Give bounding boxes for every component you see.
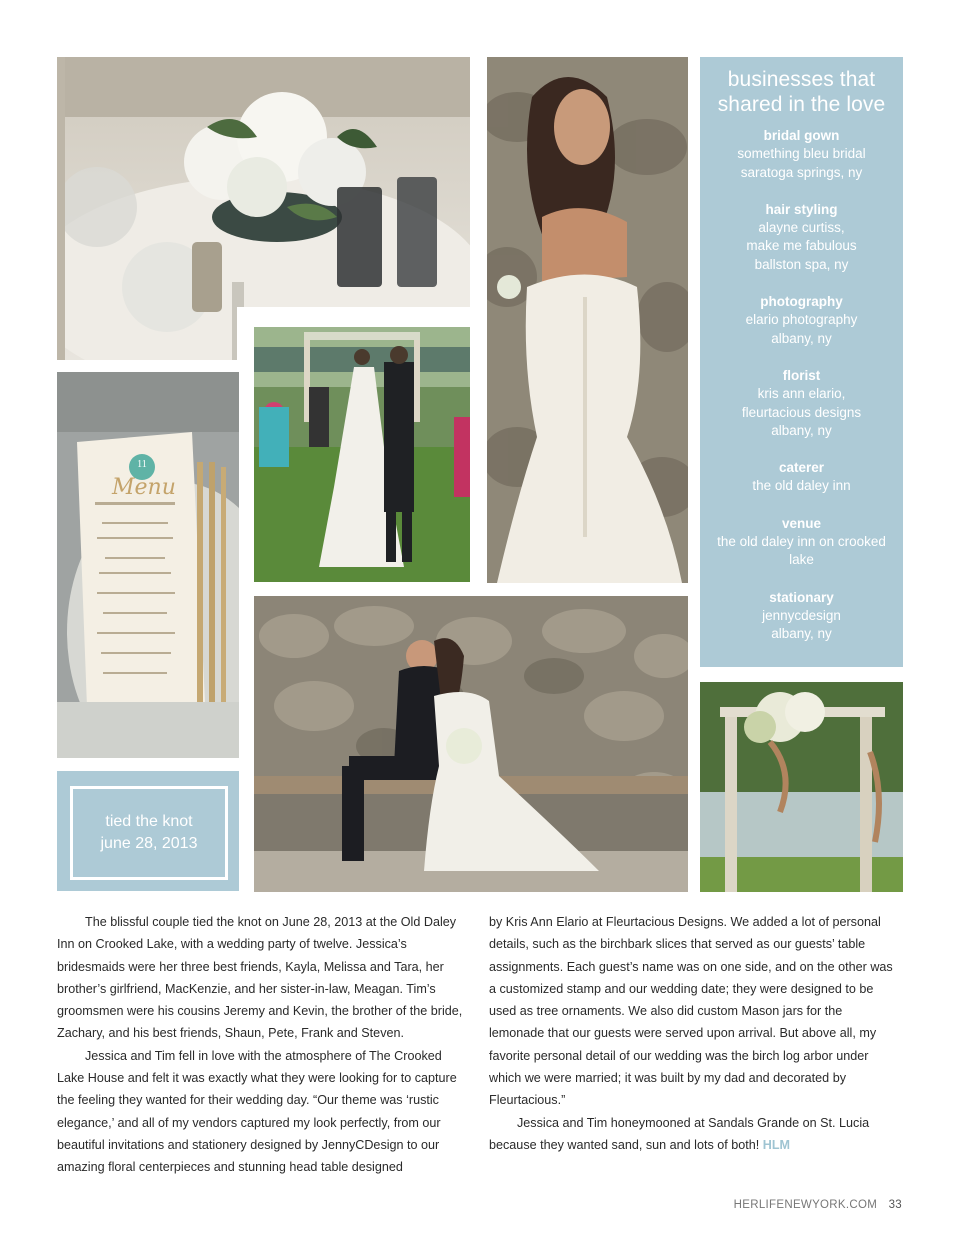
vendors-panel (700, 57, 903, 667)
vendor-category: venue (781, 515, 822, 531)
wedding-date-box (57, 771, 239, 891)
vendor-category: hair styling (765, 201, 838, 217)
vendor-line: alayne curtiss, (758, 220, 845, 236)
vendor-line: saratoga springs, ny (740, 164, 863, 180)
footer-site: HERLIFENEWYORK.COM (733, 1199, 878, 1211)
menu-card-title: Menu (112, 475, 176, 500)
vendor-line: albany, ny (771, 330, 832, 346)
vendor-line: ballston spa, ny (754, 256, 849, 272)
vendor-category: stationary (769, 589, 834, 605)
vendor-group-caterer (700, 459, 903, 496)
vendors-title-line-1: businesses that (727, 68, 876, 91)
article-paragraph-text: Jessica and Tim honeymooned at Sandals Grande on St. Lucia because they wanted sand, sun and lots of both! (489, 1115, 870, 1152)
centerpiece-photo (57, 57, 470, 360)
vendor-group-venue (700, 515, 903, 570)
article-column-left (57, 911, 469, 1179)
end-mark: HLM (762, 1137, 791, 1152)
wedding-date-heading: tied the knot (105, 813, 193, 830)
vendor-category: bridal gown (763, 128, 840, 143)
vendor-line: lake (789, 552, 814, 568)
vendor-group-photography (700, 293, 903, 348)
vendor-category: florist (782, 367, 821, 383)
vendor-line: albany, ny (771, 422, 832, 438)
vendor-line: jennycdesign (762, 607, 841, 623)
wedding-date-frame (70, 786, 228, 880)
vendor-category: caterer (778, 460, 825, 476)
menu-card-photo (57, 372, 239, 758)
vendor-line: fleurtacious designs (741, 404, 862, 420)
vendor-line: kris ann elario, (757, 386, 846, 402)
vendor-line: the old daley inn on crooked (717, 534, 886, 550)
vendor-line: make me fabulous (746, 238, 857, 254)
aisle-photo (254, 327, 470, 582)
vendor-line: elario photography (745, 312, 858, 328)
wedding-date: june 28, 2013 (100, 835, 198, 852)
vendor-line: something bleu bridal (737, 146, 866, 162)
vendor-group-florist (700, 367, 903, 440)
vendor-line: the old daley inn (752, 478, 851, 494)
vendor-group-bridal-gown (700, 127, 903, 182)
article-paragraph: by Kris Ann Elario at Fleurtacious Designs. We added a lot of personal details, such as the birchbark slices that served as our guests’ table assignments. Each guest’s name was on one side, and on the other was a customized stamp and our wedding date; they were designed to be used as tree ornaments. We also did custom Mason jars for the lemonade that our guests were served upon arrival. But above all, my favorite personal detail of our wedding was the birch log arbor under which we were married; it was built by my dad and decorated by Fleurtacious.” (489, 915, 893, 1108)
article-paragraph: Jessica and Tim fell in love with the atmosphere of The Crooked Lake House and felt it was exactly what they were looking for to capture the feeling they wanted for their wedding day. “Our theme was ‘rustic elegance,’ and all of my vendors captured my look perfectly, from our beautiful invitations and stationery designed by JennyCDesign to our amazing floral centerpieces and stunning head table designed (57, 1048, 457, 1175)
bride-portrait-photo (487, 57, 688, 583)
birch-arbor-photo (700, 682, 903, 892)
article-paragraph-final (489, 1112, 901, 1157)
vendor-line: albany, ny (771, 626, 832, 642)
vendor-group-hair-styling (700, 201, 903, 274)
menu-card-number: 11 (137, 459, 147, 470)
vendors-title-line-2: shared in the love (717, 93, 886, 116)
page-number: 33 (888, 1199, 902, 1211)
vendor-category: photography (760, 294, 843, 310)
article-column-right (489, 911, 901, 1156)
page-footer (734, 1199, 902, 1211)
vendors-title (700, 67, 903, 117)
vendor-group-stationary (700, 589, 903, 644)
couple-bench-photo (254, 596, 688, 892)
article-paragraph: The blissful couple tied the knot on June 28, 2013 at the Old Daley Inn on Crooked Lake, with a wedding party of twelve. Jessica’s bridesmaids were her three best friends, Kayla, Melissa and Tara, her brother’s girlfriend, MacKenzie, and her sister-in-law, Meagan. Tim’s groomsmen were his cousins Jeremy and Kevin, the brother of the bride, Zachary, and his best friends, Shaun, Pete, Frank and Steven. (57, 915, 463, 1041)
